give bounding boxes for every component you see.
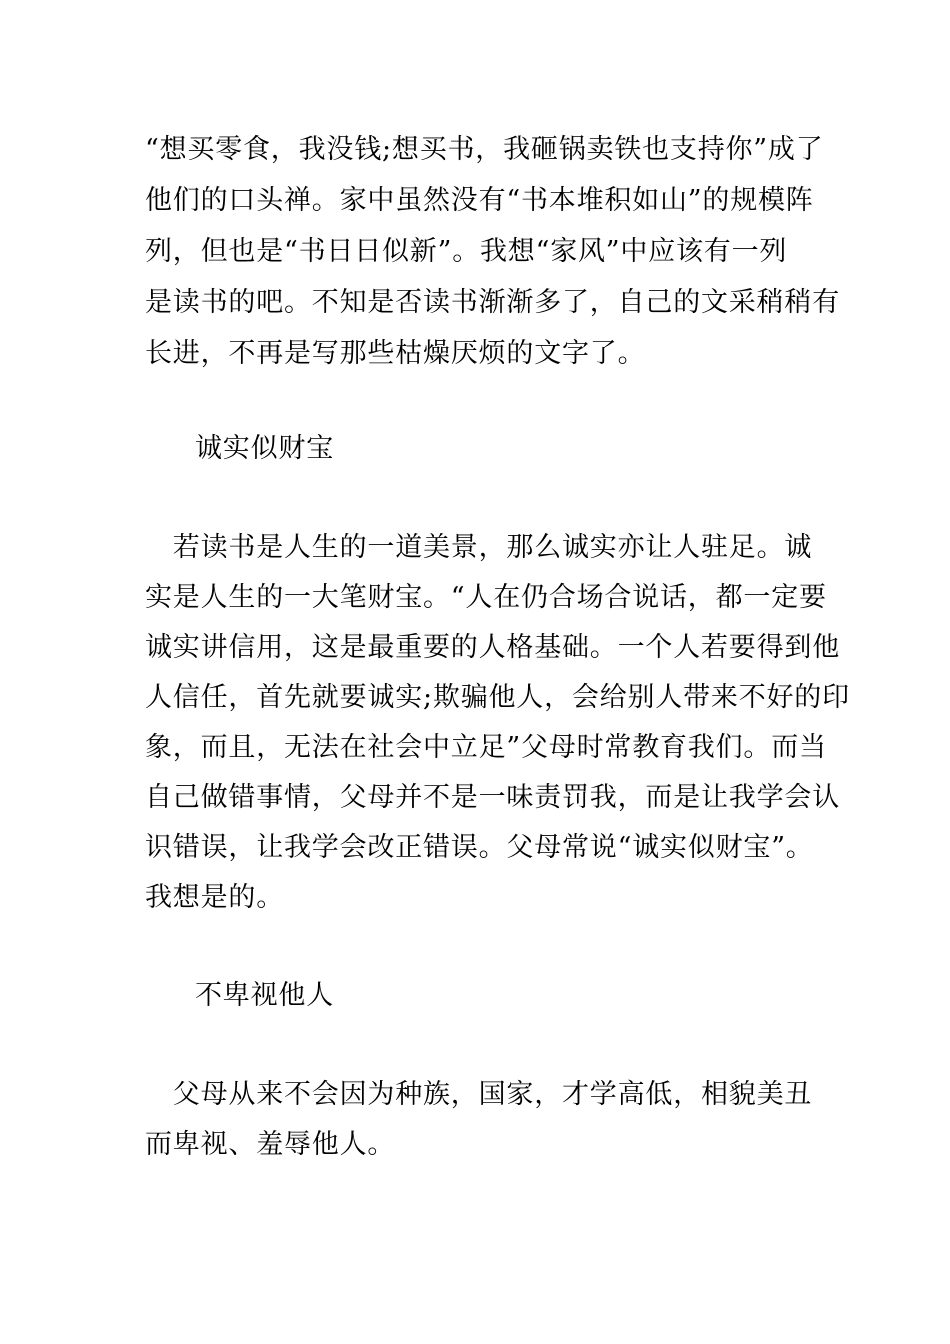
text-line: 而卑视、羞辱他人。 [145,1129,396,1160]
text-line: 若读书是人生的一道美景，那么诚实亦让人驻足。诚 [145,532,813,563]
text-line: 父母从来不会因为种族，国家，才学高低，相貌美丑 [145,1079,813,1110]
text-line: “想买零食，我没钱;想买书，我砸锅卖铁也支持你”成了 [145,134,824,165]
text-line: 他们的口头禅。家中虽然没有“书本堆积如山”的规模阵 [145,185,814,216]
section-heading-honesty: 诚实似财宝 [195,433,334,464]
text-line: 人信任，首先就要诚实;欺骗他人，会给别人带来不好的印 [145,682,850,713]
section-heading-respect: 不卑视他人 [195,980,334,1011]
text-line: 自己做错事情，父母并不是一味责罚我，而是让我学会认 [145,782,840,813]
text-line: 是读书的吧。不知是否读书渐渐多了，自己的文采稍稍有 [145,287,840,318]
text-line: 我想是的。 [145,882,284,913]
text-line: 实是人生的一大笔财宝。“人在仍合场合说话，都一定要 [145,582,827,613]
text-line: 长进，不再是写那些枯燥厌烦的文字了。 [145,338,646,369]
text-line: 象，而且，无法在社会中立足”父母时常教育我们。而当 [145,732,827,763]
text-line: 列，但也是“书日日似新”。我想“家风”中应该有一列 [145,236,788,267]
text-line: 识错误，让我学会改正错误。父母常说“诚实似财宝”。 [145,832,814,863]
text-line: 诚实讲信用，这是最重要的人格基础。一个人若要得到他 [145,632,840,663]
